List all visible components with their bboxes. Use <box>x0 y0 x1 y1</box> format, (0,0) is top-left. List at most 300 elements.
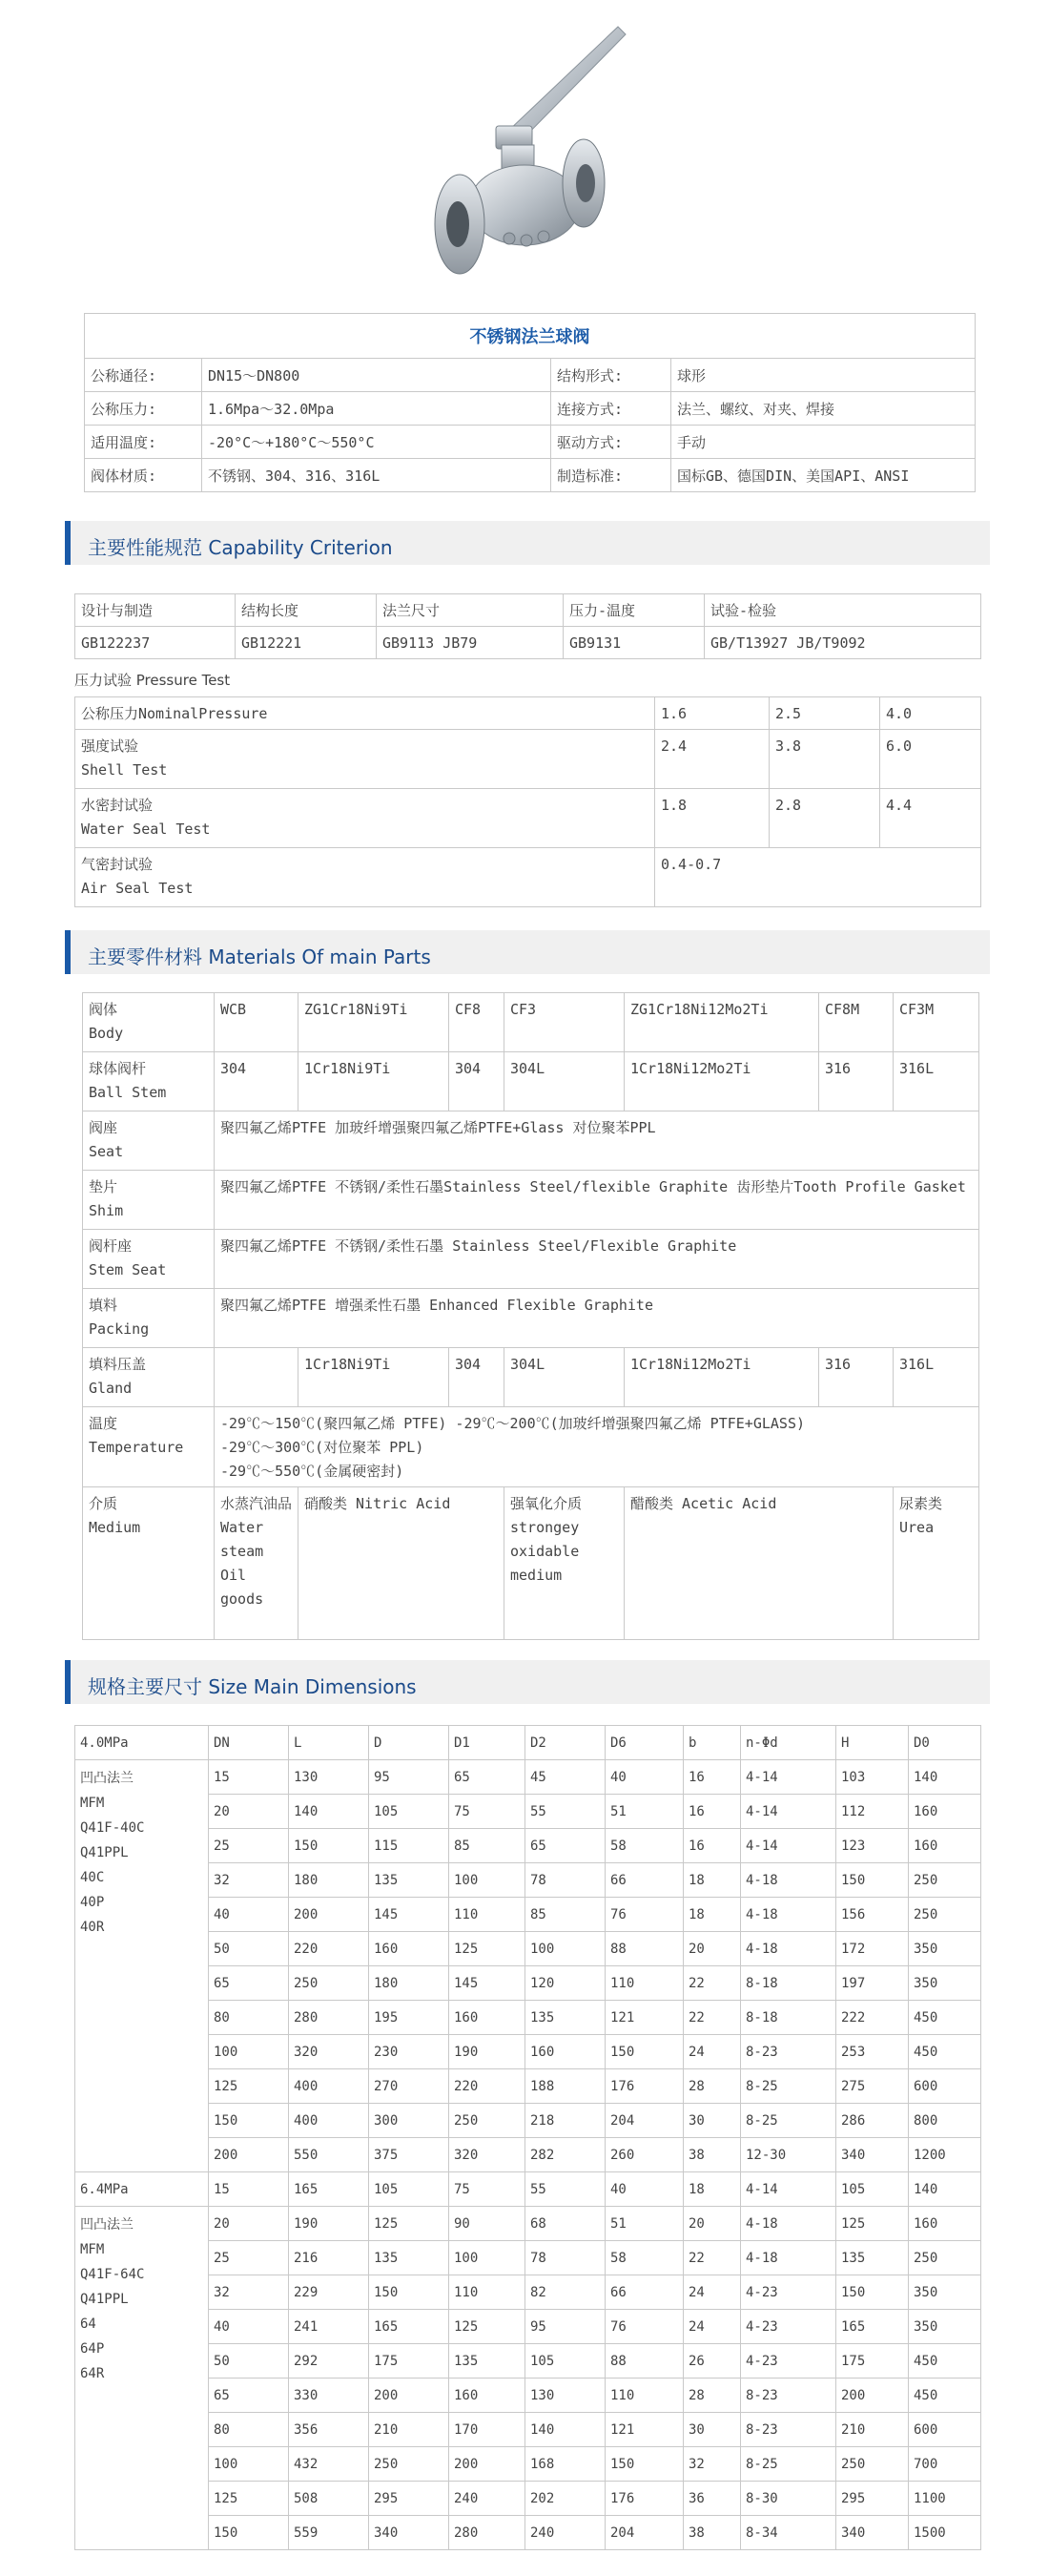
dimension-cell: 550 <box>289 2138 369 2172</box>
dimension-row <box>75 1760 981 1795</box>
spec-value: 手动 <box>671 426 976 459</box>
temperature-text <box>215 1407 979 1487</box>
dimension-cell: 450 <box>909 2001 981 2035</box>
part-cn: 球体阀杆 <box>89 1060 147 1077</box>
dimension-cell: 204 <box>606 2516 684 2550</box>
material-cell: 1Cr18Ni9Ti <box>298 1052 449 1111</box>
part-label <box>83 1111 215 1171</box>
dimension-cell: 88 <box>606 1932 684 1966</box>
material-cell: 1Cr18Ni9Ti <box>298 1348 449 1407</box>
dimension-cell: 8-23 <box>741 2035 836 2069</box>
part-cn: 介质 <box>89 1495 118 1512</box>
spec-row <box>85 426 976 459</box>
model-line: 64R <box>80 2366 105 2381</box>
part-en: Temperature <box>89 1439 184 1456</box>
dimension-cell: 55 <box>525 2172 606 2207</box>
section-title: 主要性能规范 Capability Criterion <box>88 536 393 559</box>
dimension-cell: 112 <box>836 1795 909 1829</box>
part-en: Ball Stem <box>89 1084 167 1101</box>
dimension-cell: 1200 <box>909 2138 981 2172</box>
dimension-cell: 20 <box>684 2207 741 2241</box>
dimension-cell: 65 <box>209 1966 289 2001</box>
dimension-cell: 150 <box>209 2516 289 2550</box>
material-cell: CF3M <box>894 993 979 1052</box>
dimension-cell: 24 <box>684 2035 741 2069</box>
model-line: 凹凸法兰 <box>80 2217 134 2233</box>
spec-row <box>85 359 976 392</box>
spec-label: 制造标准: <box>551 459 671 492</box>
pressure-value: 0.4-0.7 <box>655 848 981 907</box>
label-cn: 水密封试验 <box>81 797 154 814</box>
dimension-cell: 210 <box>369 2413 449 2447</box>
dimension-cell: 160 <box>909 2207 981 2241</box>
dimension-cell: 292 <box>289 2344 369 2379</box>
pressure-class: 6.4MPa <box>75 2172 209 2207</box>
dimension-cell: 156 <box>836 1898 909 1932</box>
dimension-cell: 4-18 <box>741 1932 836 1966</box>
part-cn: 填料 <box>89 1297 118 1314</box>
pressure-value: 6.0 <box>880 730 981 789</box>
medium-cell: 硝酸类 Nitric Acid <box>298 1487 504 1640</box>
material-text: 聚四氟乙烯PTFE 增强柔性石墨 Enhanced Flexible Graphite <box>215 1289 979 1348</box>
dimension-cell: 40 <box>209 2310 289 2344</box>
spec-value: 不锈钢、304、316、316L <box>202 459 551 492</box>
dimension-cell: 18 <box>684 2172 741 2207</box>
model-line: 64P <box>80 2341 105 2357</box>
dimension-cell: 105 <box>369 1795 449 1829</box>
dimension-cell: 75 <box>449 1795 525 1829</box>
dimension-cell: 200 <box>369 2379 449 2413</box>
dimension-cell: 195 <box>369 2001 449 2035</box>
material-cell: ZG1Cr18Ni12Mo2Ti <box>625 993 819 1052</box>
dimension-cell: 350 <box>909 2310 981 2344</box>
material-row <box>83 993 979 1052</box>
dimension-cell: 110 <box>606 1966 684 2001</box>
dimension-cell: 140 <box>289 1795 369 1829</box>
dimension-cell: 176 <box>606 2069 684 2104</box>
material-cell: CF8M <box>819 993 894 1052</box>
pressure-row <box>75 848 981 907</box>
dimension-cell: 230 <box>369 2035 449 2069</box>
dimension-cell: 51 <box>606 1795 684 1829</box>
dimension-cell: 140 <box>909 1760 981 1795</box>
dimension-cell: 250 <box>369 2447 449 2482</box>
material-cell: 304 <box>449 1348 504 1407</box>
section-header-dimensions <box>65 1660 990 1704</box>
dimension-cell: 120 <box>525 1966 606 2001</box>
dimension-cell: 22 <box>684 2241 741 2275</box>
material-text: 聚四氟乙烯PTFE 加玻纤增强聚四氟乙烯PTFE+Glass 对位聚苯PPL <box>215 1111 979 1171</box>
dimension-cell: 80 <box>209 2001 289 2035</box>
dimension-cell: 40 <box>606 2172 684 2207</box>
standard-value: GB9131 <box>564 627 705 659</box>
dimension-cell: 4-14 <box>741 2172 836 2207</box>
temperature-line: -29℃～300℃(对位聚苯 PPL) <box>220 1439 424 1456</box>
dimension-row <box>75 1829 981 1863</box>
dimension-cell: 320 <box>289 2035 369 2069</box>
model-line: 64 <box>80 2316 96 2332</box>
dimension-row <box>75 2482 981 2516</box>
dimension-cell: 75 <box>449 2172 525 2207</box>
part-cn: 填料压盖 <box>89 1356 147 1373</box>
dimension-cell: 125 <box>836 2207 909 2241</box>
dimension-cell: 28 <box>684 2379 741 2413</box>
material-cell: ZG1Cr18Ni9Ti <box>298 993 449 1052</box>
dimension-cell: 400 <box>289 2104 369 2138</box>
pressure-value: 4.0 <box>880 697 981 730</box>
dimension-cell: 4-18 <box>741 2241 836 2275</box>
dimension-cell: 260 <box>606 2138 684 2172</box>
dimension-cell: 4-14 <box>741 1760 836 1795</box>
dimension-cell: 28 <box>684 2069 741 2104</box>
pressure-value: 1.6 <box>655 697 770 730</box>
dimension-cell: 115 <box>369 1829 449 1863</box>
model-line: Q41PPL <box>80 2292 129 2307</box>
part-label <box>83 1052 215 1111</box>
standard-value: GB9113 JB79 <box>377 627 564 659</box>
dimension-cell: 229 <box>289 2275 369 2310</box>
dimension-cell: 135 <box>525 2001 606 2035</box>
label-en: Shell Test <box>81 761 168 779</box>
dimension-cell: 12-30 <box>741 2138 836 2172</box>
model-line: MFM <box>80 2242 105 2257</box>
material-cell: 304 <box>449 1052 504 1111</box>
model-line: 40R <box>80 1920 105 1935</box>
material-cell <box>215 1348 298 1407</box>
model-line: 40C <box>80 1870 105 1885</box>
part-en: Stem Seat <box>89 1261 167 1278</box>
dimension-cell: 508 <box>289 2482 369 2516</box>
material-cell: WCB <box>215 993 298 1052</box>
dimension-cell: 190 <box>289 2207 369 2241</box>
dimension-cell: 200 <box>289 1898 369 1932</box>
spec-row <box>85 459 976 492</box>
dimension-cell: 300 <box>369 2104 449 2138</box>
dimension-cell: 210 <box>836 2413 909 2447</box>
dimension-cell: 121 <box>606 2001 684 2035</box>
dimension-cell: 240 <box>449 2482 525 2516</box>
pressure-row <box>75 789 981 848</box>
dimension-cell: 165 <box>836 2310 909 2344</box>
dimension-cell: 8-34 <box>741 2516 836 2550</box>
part-label <box>83 1289 215 1348</box>
dimension-cell: 295 <box>369 2482 449 2516</box>
dimension-cell: 145 <box>369 1898 449 1932</box>
dimension-cell: 76 <box>606 2310 684 2344</box>
column-header: 结构长度 <box>236 594 377 627</box>
dimension-cell: 22 <box>684 2001 741 2035</box>
dimension-cell: 145 <box>449 1966 525 2001</box>
dimension-cell: 125 <box>449 1932 525 1966</box>
dimension-cell: 90 <box>449 2207 525 2241</box>
dimension-cell: 150 <box>606 2447 684 2482</box>
dimension-cell: 36 <box>684 2482 741 2516</box>
column-header: L <box>289 1726 369 1760</box>
dimension-cell: 38 <box>684 2516 741 2550</box>
standard-value: GB/T13927 JB/T9092 <box>705 627 981 659</box>
dimension-cell: 160 <box>449 2379 525 2413</box>
dimension-cell: 340 <box>836 2516 909 2550</box>
dimension-row <box>75 2172 981 2207</box>
material-row <box>83 1407 979 1487</box>
dimension-cell: 150 <box>289 1829 369 1863</box>
dimension-cell: 218 <box>525 2104 606 2138</box>
part-label <box>83 1171 215 1230</box>
material-cell: 316 <box>819 1052 894 1111</box>
dimension-cell: 450 <box>909 2379 981 2413</box>
dimension-cell: 559 <box>289 2516 369 2550</box>
dimension-cell: 432 <box>289 2447 369 2482</box>
dimension-cell: 32 <box>209 1863 289 1898</box>
dimension-cell: 110 <box>449 2275 525 2310</box>
dimension-row <box>75 2516 981 2550</box>
dimension-cell: 204 <box>606 2104 684 2138</box>
part-label <box>83 1487 215 1640</box>
material-cell: 1Cr18Ni12Mo2Ti <box>625 1348 819 1407</box>
spec-label: 公称压力: <box>85 392 202 426</box>
material-row <box>83 1348 979 1407</box>
material-cell: 1Cr18Ni12Mo2Ti <box>625 1052 819 1111</box>
dimension-cell: 150 <box>209 2104 289 2138</box>
dimension-cell: 32 <box>209 2275 289 2310</box>
dimension-cell: 95 <box>369 1760 449 1795</box>
dimension-cell: 25 <box>209 2241 289 2275</box>
part-cn: 阀杆座 <box>89 1237 133 1255</box>
dimension-cell: 180 <box>289 1863 369 1898</box>
material-cell: 304L <box>504 1348 625 1407</box>
column-header: H <box>836 1726 909 1760</box>
dimension-cell: 100 <box>449 2241 525 2275</box>
material-cell: 316 <box>819 1348 894 1407</box>
dimension-cell: 8-25 <box>741 2104 836 2138</box>
column-header: 试验-检验 <box>705 594 981 627</box>
column-header: D6 <box>606 1726 684 1760</box>
dimension-cell: 216 <box>289 2241 369 2275</box>
spec-label: 驱动方式: <box>551 426 671 459</box>
dimension-cell: 240 <box>525 2516 606 2550</box>
label-cn: 气密封试验 <box>81 856 154 873</box>
dimension-cell: 76 <box>606 1898 684 1932</box>
dimension-cell: 175 <box>369 2344 449 2379</box>
dimension-cell: 58 <box>606 1829 684 1863</box>
dimension-cell: 125 <box>449 2310 525 2344</box>
dimension-cell: 180 <box>369 1966 449 2001</box>
dimension-cell: 600 <box>909 2069 981 2104</box>
column-header: D0 <box>909 1726 981 1760</box>
dimension-cell: 125 <box>209 2069 289 2104</box>
dimension-cell: 51 <box>606 2207 684 2241</box>
dimension-cell: 250 <box>909 1863 981 1898</box>
dimension-row <box>75 2447 981 2482</box>
dimension-cell: 350 <box>909 1966 981 2001</box>
dimension-cell: 80 <box>209 2413 289 2447</box>
dimension-cell: 286 <box>836 2104 909 2138</box>
column-header: b <box>684 1726 741 1760</box>
dimension-cell: 8-23 <box>741 2379 836 2413</box>
part-en: Body <box>89 1025 124 1042</box>
dimension-cell: 105 <box>369 2172 449 2207</box>
dimension-cell: 4-18 <box>741 2207 836 2241</box>
dimension-cell: 135 <box>449 2344 525 2379</box>
material-row <box>83 1487 979 1640</box>
dimension-cell: 222 <box>836 2001 909 2035</box>
model-line: Q41F-64C <box>80 2267 145 2282</box>
dimension-cell: 4-18 <box>741 1898 836 1932</box>
material-text: 聚四氟乙烯PTFE 不锈钢/柔性石墨 Stainless Steel/Flexible Graphite <box>215 1230 979 1289</box>
spec-label: 适用温度: <box>85 426 202 459</box>
dimension-cell: 100 <box>209 2447 289 2482</box>
dimension-cell: 135 <box>836 2241 909 2275</box>
dimension-cell: 800 <box>909 2104 981 2138</box>
part-en: Medium <box>89 1519 141 1536</box>
dimension-cell: 165 <box>369 2310 449 2344</box>
dimension-cell: 282 <box>525 2138 606 2172</box>
spec-value: 法兰、螺纹、对夹、焊接 <box>671 392 976 426</box>
dimension-cell: 700 <box>909 2447 981 2482</box>
dimension-cell: 100 <box>209 2035 289 2069</box>
dimension-cell: 160 <box>449 2001 525 2035</box>
dimension-cell: 4-14 <box>741 1795 836 1829</box>
pressure-test-table <box>74 696 981 907</box>
dimension-cell: 270 <box>369 2069 449 2104</box>
section-title: 主要零件材料 Materials Of main Parts <box>88 945 431 968</box>
dimension-cell: 150 <box>836 1863 909 1898</box>
model-line: Q41PPL <box>80 1845 129 1860</box>
dimension-cell: 340 <box>369 2516 449 2550</box>
temperature-line: -29℃～150℃(聚四氟乙烯 PTFE) -29℃～200℃(加玻纤增强聚四氟乙烯 PTFE+GLASS) <box>220 1415 806 1432</box>
medium-cell: 水蒸汽油品 Water steam Oil goods <box>215 1487 298 1640</box>
dimension-cell: 190 <box>449 2035 525 2069</box>
label-en: Water Seal Test <box>81 821 211 838</box>
materials-table <box>82 992 979 1640</box>
dimension-cell: 15 <box>209 2172 289 2207</box>
dimension-row <box>75 2241 981 2275</box>
dimension-cell: 16 <box>684 1829 741 1863</box>
dimension-cell: 1500 <box>909 2516 981 2550</box>
dimension-cell: 135 <box>369 1863 449 1898</box>
dimensions-table <box>74 1725 981 2550</box>
product-title: 不锈钢法兰球阀 <box>85 314 976 359</box>
dimension-row <box>75 2275 981 2310</box>
dimension-cell: 220 <box>289 1932 369 1966</box>
column-header: DN <box>209 1726 289 1760</box>
dimension-cell: 50 <box>209 2344 289 2379</box>
standards-table <box>74 593 981 659</box>
medium-cell: 强氧化介质 strongey oxidable medium <box>504 1487 625 1640</box>
section-header-capability <box>65 521 990 565</box>
dimension-cell: 8-23 <box>741 2413 836 2447</box>
column-header: D1 <box>449 1726 525 1760</box>
dimension-cell: 135 <box>369 2241 449 2275</box>
dimension-row <box>75 1863 981 1898</box>
dimension-cell: 200 <box>209 2138 289 2172</box>
pressure-value: 3.8 <box>770 730 880 789</box>
dimension-cell: 125 <box>369 2207 449 2241</box>
material-row <box>83 1052 979 1111</box>
column-header: D <box>369 1726 449 1760</box>
dimension-cell: 253 <box>836 2035 909 2069</box>
dimension-cell: 250 <box>909 1898 981 1932</box>
column-header: 法兰尺寸 <box>377 594 564 627</box>
dimension-cell: 66 <box>606 2275 684 2310</box>
spec-value: 球形 <box>671 359 976 392</box>
dimension-cell: 1100 <box>909 2482 981 2516</box>
dimension-cell: 176 <box>606 2482 684 2516</box>
spec-value: -20°C～+180°C～550°C <box>202 426 551 459</box>
part-label <box>83 1348 215 1407</box>
label-en: Air Seal Test <box>81 880 194 897</box>
dimension-cell: 65 <box>449 1760 525 1795</box>
standards-header-row <box>75 594 981 627</box>
dimension-cell: 197 <box>836 1966 909 2001</box>
dimension-cell: 280 <box>289 2001 369 2035</box>
dimension-cell: 160 <box>525 2035 606 2069</box>
dimension-cell: 24 <box>684 2275 741 2310</box>
dimension-cell: 20 <box>209 1795 289 1829</box>
dimension-cell: 4-23 <box>741 2275 836 2310</box>
spec-label: 公称通径: <box>85 359 202 392</box>
dimension-cell: 200 <box>449 2447 525 2482</box>
dimension-cell: 168 <box>525 2447 606 2482</box>
dimension-cell: 16 <box>684 1760 741 1795</box>
dimension-cell: 250 <box>836 2447 909 2482</box>
spec-label: 阀体材质: <box>85 459 202 492</box>
dimension-cell: 160 <box>369 1932 449 1966</box>
part-en: Packing <box>89 1320 150 1338</box>
pressure-test-caption: 压力试验 Pressure Test <box>74 672 231 689</box>
dimension-cell: 150 <box>606 2035 684 2069</box>
dimension-cell: 280 <box>449 2516 525 2550</box>
dimension-cell: 8-25 <box>741 2447 836 2482</box>
dimension-cell: 78 <box>525 2241 606 2275</box>
material-cell: 316L <box>894 1052 979 1111</box>
pressure-value: 4.4 <box>880 789 981 848</box>
part-cn: 阀座 <box>89 1119 118 1136</box>
dimension-cell: 100 <box>449 1863 525 1898</box>
pressure-value: 2.4 <box>655 730 770 789</box>
material-row <box>83 1230 979 1289</box>
spec-label: 连接方式: <box>551 392 671 426</box>
dimension-cell: 4-23 <box>741 2310 836 2344</box>
dimension-cell: 200 <box>836 2379 909 2413</box>
model-line: 凹凸法兰 <box>80 1771 134 1786</box>
dimension-cell: 100 <box>525 1932 606 1966</box>
dimension-cell: 4-18 <box>741 1863 836 1898</box>
spec-value: 1.6Mpa～32.0Mpa <box>202 392 551 426</box>
dimension-row <box>75 1795 981 1829</box>
spec-label: 结构形式: <box>551 359 671 392</box>
part-label <box>83 993 215 1052</box>
pressure-label <box>75 789 655 848</box>
spec-value: DN15～DN800 <box>202 359 551 392</box>
dimension-cell: 130 <box>525 2379 606 2413</box>
dimension-cell: 95 <box>525 2310 606 2344</box>
part-en: Seat <box>89 1143 124 1160</box>
dimension-cell: 45 <box>525 1760 606 1795</box>
dimension-cell: 350 <box>909 1932 981 1966</box>
spec-value: 国标GB、德国DIN、美国API、ANSI <box>671 459 976 492</box>
material-cell: 316L <box>894 1348 979 1407</box>
material-row <box>83 1111 979 1171</box>
column-header: n-Φd <box>741 1726 836 1760</box>
dimension-cell: 188 <box>525 2069 606 2104</box>
column-header: 4.0MPa <box>75 1726 209 1760</box>
model-line: Q41F-40C <box>80 1820 145 1836</box>
dimension-cell: 375 <box>369 2138 449 2172</box>
dimension-cell: 40 <box>606 1760 684 1795</box>
dimension-cell: 40 <box>209 1898 289 1932</box>
standard-value: GB122237 <box>75 627 236 659</box>
